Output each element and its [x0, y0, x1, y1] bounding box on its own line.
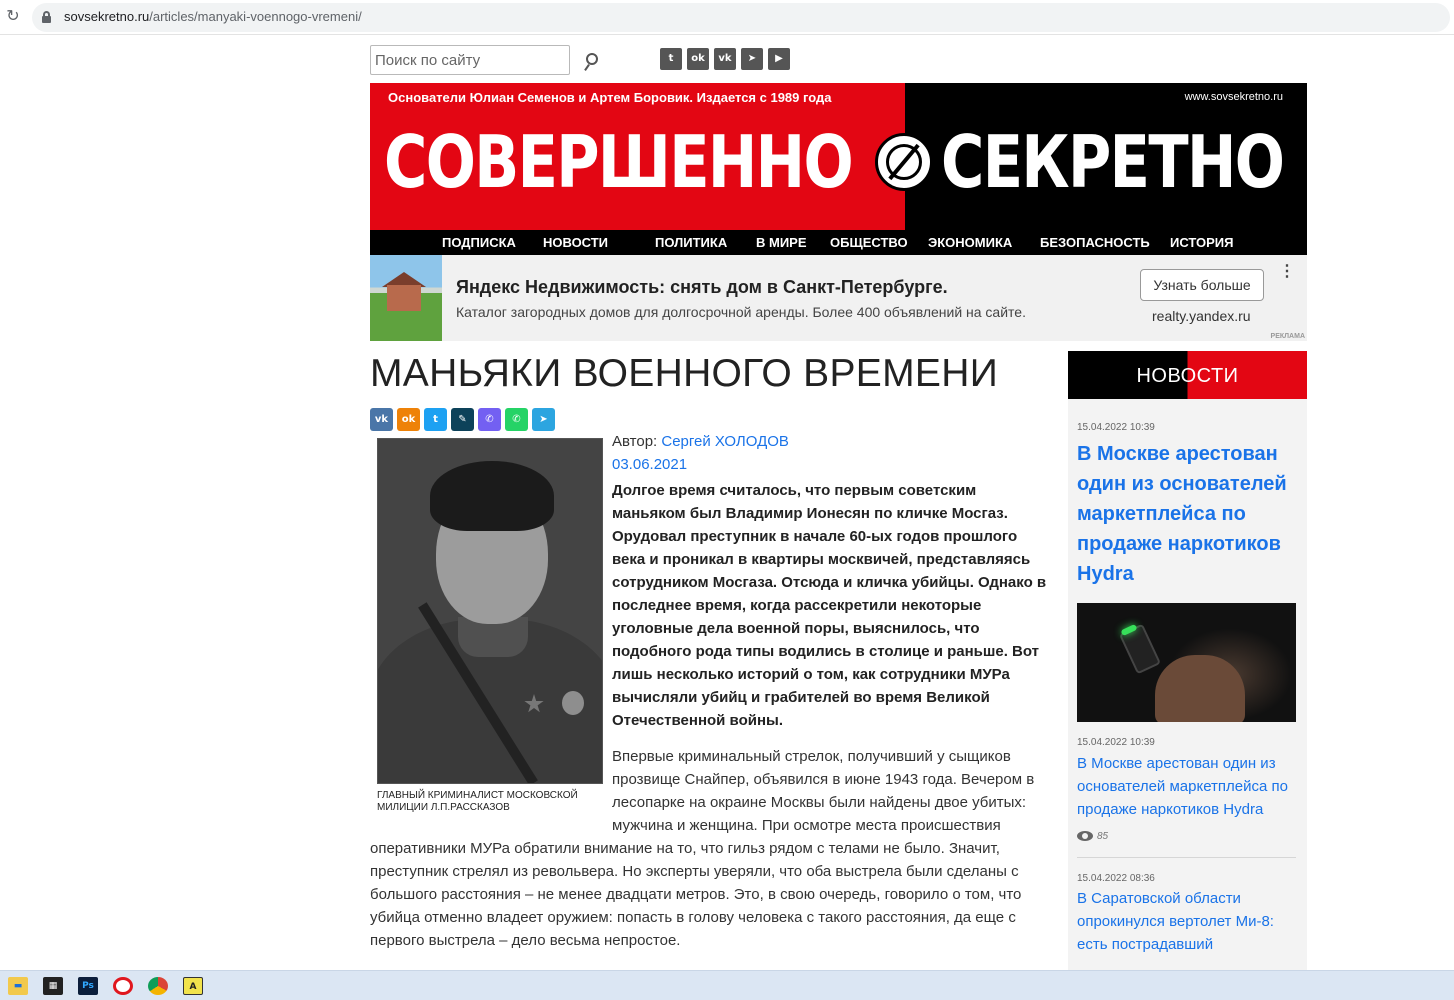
masthead-tagline: Основатели Юлиан Семенов и Артем Боровик. Издается с 1989 года: [388, 90, 832, 105]
ad-title[interactable]: Яндекс Недвижимость: снять дом в Санкт-Петербурге.: [456, 277, 948, 297]
masthead-emblem-icon: [875, 133, 933, 191]
news-item-date: 15.04.2022 10:39: [1077, 422, 1155, 433]
eye-icon: [1077, 831, 1093, 841]
nav-item-society[interactable]: ОБЩЕСТВО: [830, 235, 908, 250]
ad-label: РЕКЛАМА: [1270, 333, 1305, 340]
notepad-icon[interactable]: A: [183, 977, 203, 995]
news-item-view-count: 85: [1097, 831, 1109, 842]
browser-address-bar: [0, 0, 1454, 35]
twitter-share-icon[interactable]: t: [424, 408, 447, 431]
ad-description: Каталог загородных домов для долгосрочной аренды. Более 400 объявлений на сайте.: [456, 304, 1026, 320]
article-date[interactable]: 03.06.2021: [612, 456, 688, 473]
nav-item-world[interactable]: В МИРЕ: [756, 235, 807, 250]
news-item-date: 15.04.2022 10:39: [1077, 737, 1155, 748]
youtube-icon[interactable]: ▶: [768, 48, 790, 70]
telegram-icon[interactable]: ➤: [741, 48, 763, 70]
photoshop-icon[interactable]: Ps: [78, 977, 98, 995]
author-link[interactable]: Сергей ХОЛОДОВ: [661, 433, 789, 450]
twitter-icon[interactable]: t: [660, 48, 682, 70]
opera-icon[interactable]: [113, 977, 133, 995]
nav-item-security[interactable]: БЕЗОПАСНОСТЬ: [1040, 235, 1150, 250]
vk-share-icon[interactable]: vk: [370, 408, 393, 431]
ok-share-icon[interactable]: ok: [397, 408, 420, 431]
nav-item-news[interactable]: НОВОСТИ: [543, 235, 609, 250]
news-item-image[interactable]: [1077, 603, 1296, 722]
news-heading[interactable]: [1068, 351, 1307, 399]
ad-house-image[interactable]: [370, 255, 442, 341]
livejournal-share-icon[interactable]: ✎: [451, 408, 474, 431]
article-paragraph-1: Впервые криминальный стрелок, получивший у сыщиков прозвище Снайпер, объявился в июне 1943 года. Вечером в лесопарке на окраине Москвы были найдены двое убитых: мужчина и женщина. При осмотре места происшествия: [612, 748, 1035, 834]
news-item-views: [1077, 831, 1108, 842]
article-lead: Долгое время считалось, что первым советским маньяком был Владимир Ионесян по кличке Мосгаз. Орудовал преступник в начале 60-ых годов прошлого века и проникал в квартиры москвичей, представляясь сотрудником Мосгаза. Отсюда и кличка убийцы. Однако в последнее время, когда рассекретили некоторые уголовные дела военной поры, выяснилось, что подобного рода типы водились в столице и раньше. Вот лишь несколько историй о том, как сотрудники МУРа вычисляли убийц и грабителей во время Великой Отечественной войны.: [612, 482, 1047, 729]
nav-item-economy[interactable]: ЭКОНОМИКА: [928, 235, 1013, 250]
chrome-icon[interactable]: [148, 977, 168, 995]
news-item-featured-title[interactable]: В Москве арестован один из основателей маркетплейса по продаже наркотиков Hydra: [1077, 443, 1287, 585]
url-domain: sovsekretno.ru: [64, 9, 150, 24]
nav-item-subscription[interactable]: ПОДПИСКА: [442, 235, 516, 250]
os-taskbar: [0, 970, 1454, 1000]
masthead-logo-word-1: СОВЕРШЕННО: [384, 120, 853, 204]
url-field[interactable]: [32, 3, 1450, 32]
url-path: /articles/manyaki-voennogo-vremeni/: [149, 9, 362, 24]
ad-domain[interactable]: realty.yandex.ru: [1152, 308, 1251, 324]
news-item-title[interactable]: В Москве арестован один из основателей маркетплейса по продаже наркотиков Hydra: [1077, 755, 1288, 818]
viber-share-icon[interactable]: ✆: [478, 408, 501, 431]
news-item-date: 15.04.2022 08:36: [1077, 873, 1155, 884]
url-text: [64, 9, 362, 24]
photo-caption: ГЛАВНЫЙ КРИМИНАЛИСТ МОСКОВСКОЙ МИЛИЦИИ Л.П.РАССКАЗОВ: [377, 790, 578, 813]
ad-menu-icon[interactable]: ⋮: [1279, 263, 1295, 280]
odnoklassniki-icon[interactable]: ok: [687, 48, 709, 70]
reload-icon[interactable]: ↻: [6, 6, 20, 25]
masthead-logo-word-2: СЕКРЕТНО: [941, 120, 1284, 204]
news-divider: [1077, 857, 1296, 858]
article-title: МАНЬЯКИ ВОЕННОГО ВРЕМЕНИ: [370, 352, 999, 395]
vk-icon[interactable]: vk: [714, 48, 736, 70]
search-input[interactable]: [370, 45, 570, 75]
social-links: [660, 48, 790, 70]
author-label: Автор:: [612, 433, 662, 450]
article-paragraph-2: оперативники МУРа обратили внимание на то, что гильз рядом с телами не было. Значит, преступник стрелял из револьвера. Но эксперты уверяли, что оба выстрела были сделаны с большого расстояния – не менее двадцати метров. Это, в свою очередь, говорило о том, что убийца отменно владеет оружием: попасть в голову человека с такого расстояния, да еще с первого выстрела – дело весьма непростое.: [370, 840, 1022, 949]
whatsapp-share-icon[interactable]: ✆: [505, 408, 528, 431]
file-explorer-icon[interactable]: ▬: [8, 977, 28, 995]
masthead-site-url: www.sovsekretno.ru: [1184, 91, 1283, 103]
news-heading-label: НОВОСТИ: [1136, 365, 1239, 387]
share-buttons: [370, 408, 555, 431]
article-photo: [377, 438, 603, 784]
search-icon[interactable]: [584, 53, 600, 71]
lock-icon: [42, 11, 51, 23]
telegram-share-icon[interactable]: ➤: [532, 408, 555, 431]
article-author-line: [612, 433, 789, 450]
ad-learn-more-button[interactable]: Узнать больше: [1140, 269, 1264, 301]
nav-item-history[interactable]: ИСТОРИЯ: [1170, 235, 1234, 250]
news-item-title[interactable]: В Саратовской области опрокинулся вертолет Ми-8: есть пострадавший: [1077, 890, 1274, 953]
nav-item-politics[interactable]: ПОЛИТИКА: [655, 235, 728, 250]
terminal-icon[interactable]: ▦: [43, 977, 63, 995]
site-masthead[interactable]: [370, 83, 1307, 230]
ad-banner[interactable]: [370, 255, 1307, 341]
main-nav: [370, 230, 1307, 255]
